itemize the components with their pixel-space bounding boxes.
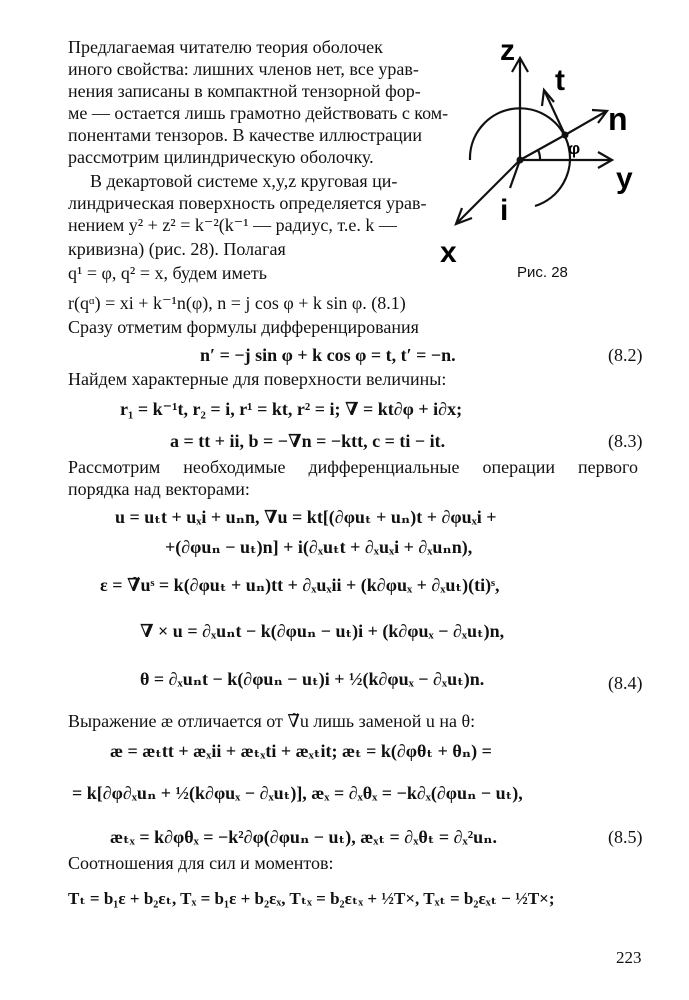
- equation-8-4d: ∇ × u = ∂ₓuₙt − k(∂φuₙ − uₜ)i + (k∂φuₓ − ∂ₓuₜ)n,: [140, 621, 505, 641]
- page-number: 223: [616, 948, 642, 967]
- text-line: Найдем характерные для поверхности величины:: [68, 369, 447, 389]
- equation-8-4a: u = uₜt + uₓi + uₙn, ∇u = kt[(∂φuₜ + uₙ)t + ∂φuₓi +: [115, 507, 497, 527]
- z-label: z: [500, 34, 515, 67]
- equation-8-2: n′ = −j sin φ + k cos φ = t, t′ = −n.: [200, 345, 456, 365]
- text-line: ме — остается лишь грамотно действовать с ком-: [68, 103, 449, 123]
- equation-8-5c: æₜₓ = k∂φθₓ = −k²∂φ(∂φuₙ − uₜ), æₓₜ = ∂ₓθₜ = ∂ₓ²uₙ.: [110, 827, 497, 847]
- text-line: Сразу отметим формулы дифференцирования: [68, 317, 419, 337]
- equation-8-3a: r₁ = k⁻¹t, r₂ = i, r¹ = kt, r² = i; ∇ = kt∂φ + i∂x;: [120, 399, 463, 419]
- equation-8-1: r(qᵅ) = xi + k⁻¹n(φ), n = j cos φ + k sin φ. (8.1): [68, 293, 406, 313]
- text-line: Предлагаемая читателю теория оболочек: [68, 37, 383, 57]
- x-label: x: [440, 236, 457, 269]
- equation-8-4c: ε = ∇̃uˢ = k(∂φuₜ + uₙ)tt + ∂ₓuₓii + (k∂φuₓ + ∂ₓuₜ)(ti)ˢ,: [100, 575, 500, 595]
- text-line: порядка над векторами:: [68, 479, 250, 499]
- text-line: иного свойства: лишних членов нет, все урав-: [68, 59, 419, 79]
- t-label: t: [555, 64, 565, 97]
- y-label: y: [616, 162, 633, 195]
- text-line: Выражение æ отличается от ∇̃u лишь заменой u на θ:: [68, 711, 476, 731]
- equation-8-4e: θ = ∂ₓuₙt − k(∂φuₙ − uₜ)i + ½(k∂φuₓ − ∂ₓuₜ)n.: [140, 669, 485, 689]
- text-line: В декартовой системе x,y,z круговая ци-: [90, 171, 398, 191]
- phi-label: φ: [568, 139, 581, 158]
- equation-number: (8.4): [608, 673, 643, 693]
- equation-number: (8.3): [608, 431, 643, 451]
- equation-8-5b: = k[∂φ∂ₓuₙ + ½(k∂φuₓ − ∂ₓuₜ)], æₓ = ∂ₓθₓ = −k∂ₓ(∂φuₙ − uₜ),: [72, 783, 523, 803]
- x-axis: [458, 160, 520, 222]
- text-line: нением y² + z² = k⁻²(k⁻¹ — радиус, т.е. k —: [68, 215, 397, 235]
- figure-28: [440, 30, 660, 280]
- equation-number: (8.5): [608, 827, 643, 847]
- text-line: q¹ = φ, q² = x, будем иметь: [68, 263, 267, 283]
- equation-number: (8.2): [608, 345, 643, 365]
- text-line: [68, 456, 638, 478]
- text-line: понентами тензоров. В качестве иллюстрации: [68, 125, 422, 145]
- text-line: рассмотрим цилиндрическую оболочку.: [68, 147, 374, 167]
- i-label: i: [500, 194, 509, 227]
- text-line: Соотношения для сил и моментов:: [68, 853, 334, 873]
- figure-caption: Рис. 28: [517, 264, 568, 281]
- text-justified: Рассмотрим необходимые дифференциальные операции первого: [68, 457, 638, 477]
- equation-8-4b: +(∂φuₙ − uₜ)n] + i(∂ₓuₜt + ∂ₓuₓi + ∂ₓuₙn),: [165, 537, 473, 557]
- equation-forces: Tₜ = b₁ε + b₂εₜ, Tₓ = b₁ε + b₂εₓ, Tₜₓ = b₂εₜₓ + ½T×, Tₓₜ = b₂εₓₜ − ½T×;: [68, 889, 555, 908]
- text-line: линдрическая поверхность определяется урав-: [68, 193, 427, 213]
- text-line: нения записаны в компактной тензорной фор-: [68, 81, 421, 101]
- equation-8-5a: æ = æₜtt + æₓii + æₜₓti + æₓₜit; æₜ = k(∂φθₜ + θₙ) =: [110, 741, 492, 761]
- t-vector: [545, 92, 565, 135]
- n-label: n: [608, 101, 628, 137]
- equation-8-3b: a = tt + ii, b = −∇n = −ktt, c = ti − it.: [170, 431, 446, 451]
- text-line: кривизна) (рис. 28). Полагая: [68, 239, 286, 259]
